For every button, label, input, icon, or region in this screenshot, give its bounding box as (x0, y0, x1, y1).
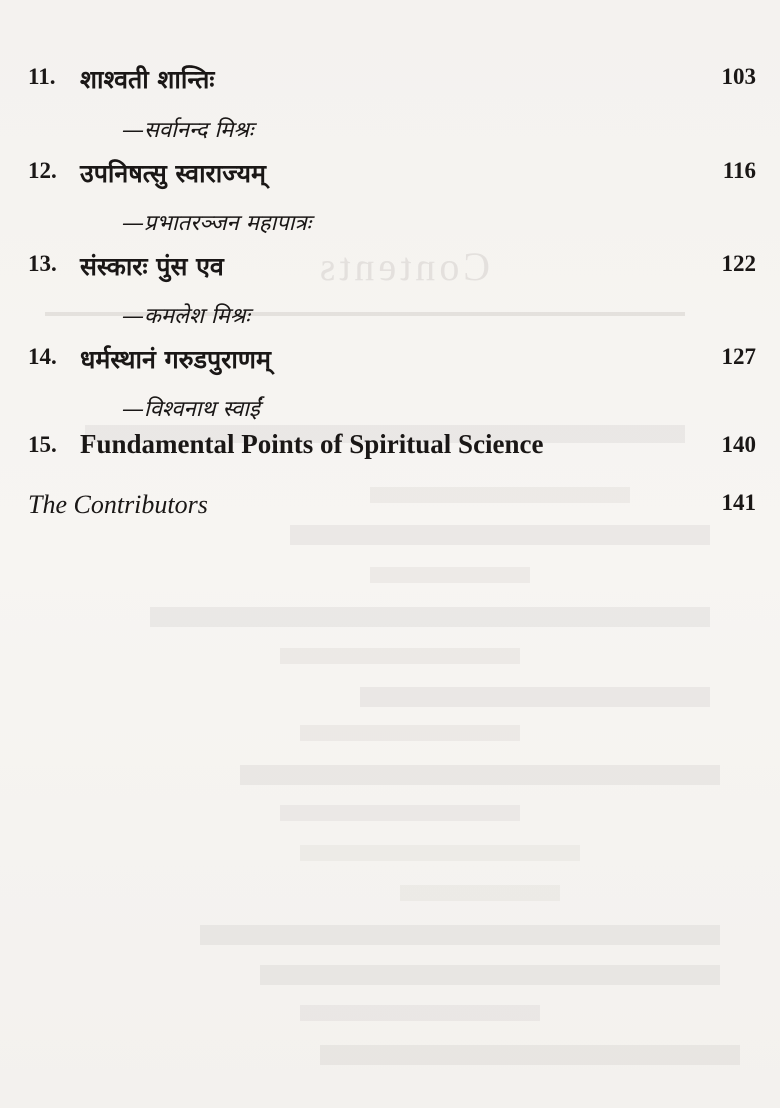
entry-author: —विश्वनाथ स्वाईं (122, 397, 260, 422)
entry-number: 15. (28, 432, 57, 457)
entry-title: धर्मस्थानं गरुडपुराणम् (80, 345, 271, 374)
toc-entry (28, 64, 756, 104)
svg-text:Contents: Contents (315, 244, 490, 289)
entry-title: शाश्वती शान्तिः (80, 65, 215, 94)
entry-number: 13. (28, 251, 57, 276)
entry-page-number: 103 (721, 64, 756, 89)
entry-title: Fundamental Points of Spiritual Science (80, 429, 544, 459)
entry-page-number: 116 (722, 158, 756, 183)
entry-author: —कमलेश मिश्रः (122, 304, 250, 329)
contributors-entry (28, 490, 756, 530)
entry-number: 11. (28, 64, 56, 89)
toc-entry (28, 251, 756, 291)
toc-entry (28, 158, 756, 198)
entry-number: 12. (28, 158, 57, 183)
entry-title: उपनिषत्सु स्वाराज्यम् (80, 159, 267, 188)
contributors-label: The Contributors (28, 490, 208, 519)
toc-entry (28, 429, 756, 472)
entry-author: —प्रभातरञ्जन महापात्रः (122, 211, 312, 236)
entry-page-number: 140 (721, 432, 756, 457)
toc-entry (28, 344, 756, 384)
entry-author: —सर्वानन्द मिश्रः (122, 118, 254, 143)
entry-page-number: 122 (721, 251, 756, 276)
entry-page-number: 127 (721, 344, 756, 369)
contributors-page-number: 141 (721, 490, 756, 515)
entry-title: संस्कारः पुंस एव (80, 252, 224, 281)
entry-number: 14. (28, 344, 57, 369)
